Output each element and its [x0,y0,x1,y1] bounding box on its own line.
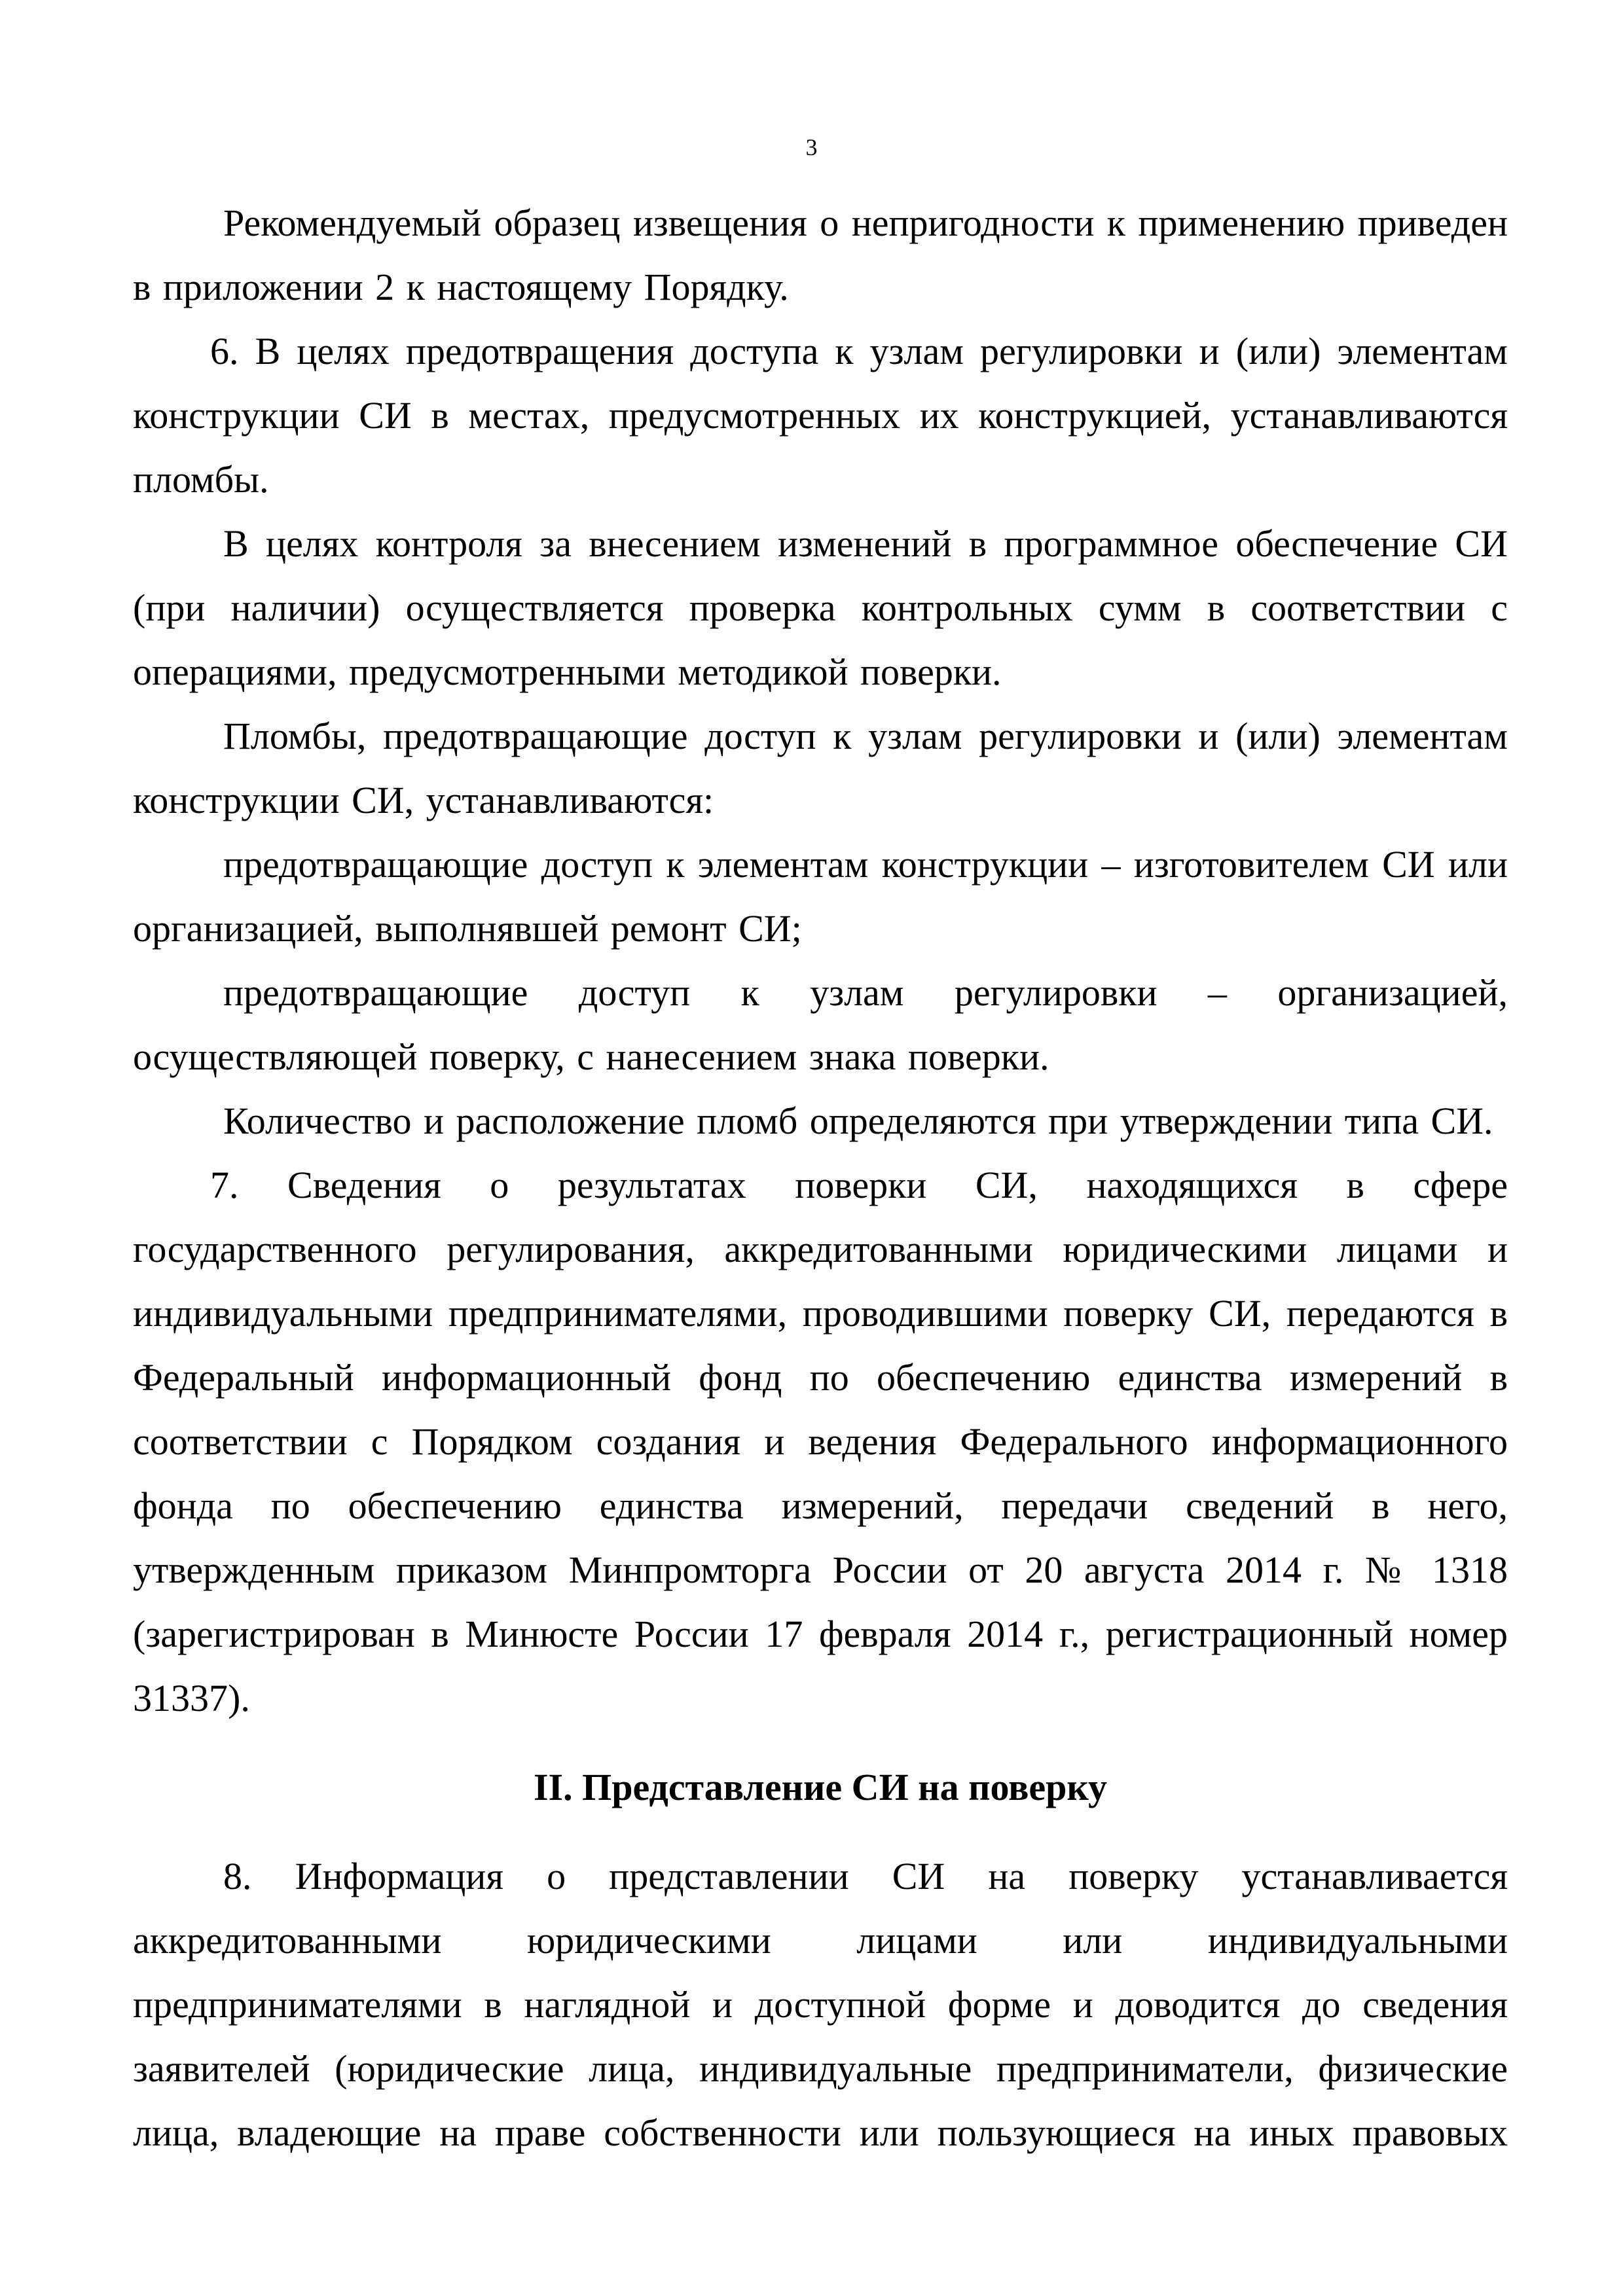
section-heading: II. Представление СИ на поверку [533,1766,1107,1808]
paragraph-seals-manufacturer: предотвращающие доступ к элементам конструкции – изготовителем СИ или организацией, выполнявшей ремонт СИ; [133,843,1508,950]
paragraph-sample-notice: Рекомендуемый образец извещения о непригодности к применению приведен в приложении 2 к настоящему Порядку. [133,202,1508,308]
paragraph-seals-intro: Пломбы, предотвращающие доступ к узлам регулировки и (или) элементам конструкции СИ, устанавливаются: [133,715,1508,821]
document-body [133,191,1508,2165]
paragraph-seals-verification: предотвращающие доступ к узлам регулировки – организацией, осуществляющей поверку, с нанесением знака поверки. [133,971,1508,1078]
paragraph-item-7: 7. Сведения о результатах поверки СИ, находящихся в сфере государственного регулирования, аккредитованными юридическими лицами и индивидуальными предпринимателями, проводившими поверку СИ, передаются в Федеральный информационный фонд по обеспечению единства измерений в соответствии с Порядком создания и ведения Федерального информационного фонда по обеспечению единства измерений, передачи сведений в него, утвержденным приказом Минпромторга России от 20 августа 2014 г. № 1318 (зарегистрирован в Минюсте России 17 февраля 2014 г., регистрационный номер 31337). [133,1164,1508,1719]
paragraph-item-8: 8. Информация о представлении СИ на поверку устанавливается аккредитованными юридическими лицами или индивидуальными предпринимателями в наглядной и доступной форме и доводится до сведения заявителей (юридические лица, индивидуальные предприниматели, физические лица, владеющие на праве собственности или пользующиеся на иных правовых [133,1855,1508,2154]
page-number: 3 [805,134,818,160]
paragraph-software-control: В целях контроля за внесением изменений в программное обеспечение СИ (при наличии) осуществляется проверка контрольных сумм в соответствии с операциями, предусмотренными методикой поверки. [133,522,1508,693]
paragraph-item-6: 6. В целях предотвращения доступа к узлам регулировки и (или) элементам конструкции СИ в местах, предусмотренных их конструкцией, устанавливаются пломбы. [133,330,1508,501]
paragraph-seals-quantity: Количество и расположение пломб определяются при утверждении типа СИ. [223,1100,1493,1142]
